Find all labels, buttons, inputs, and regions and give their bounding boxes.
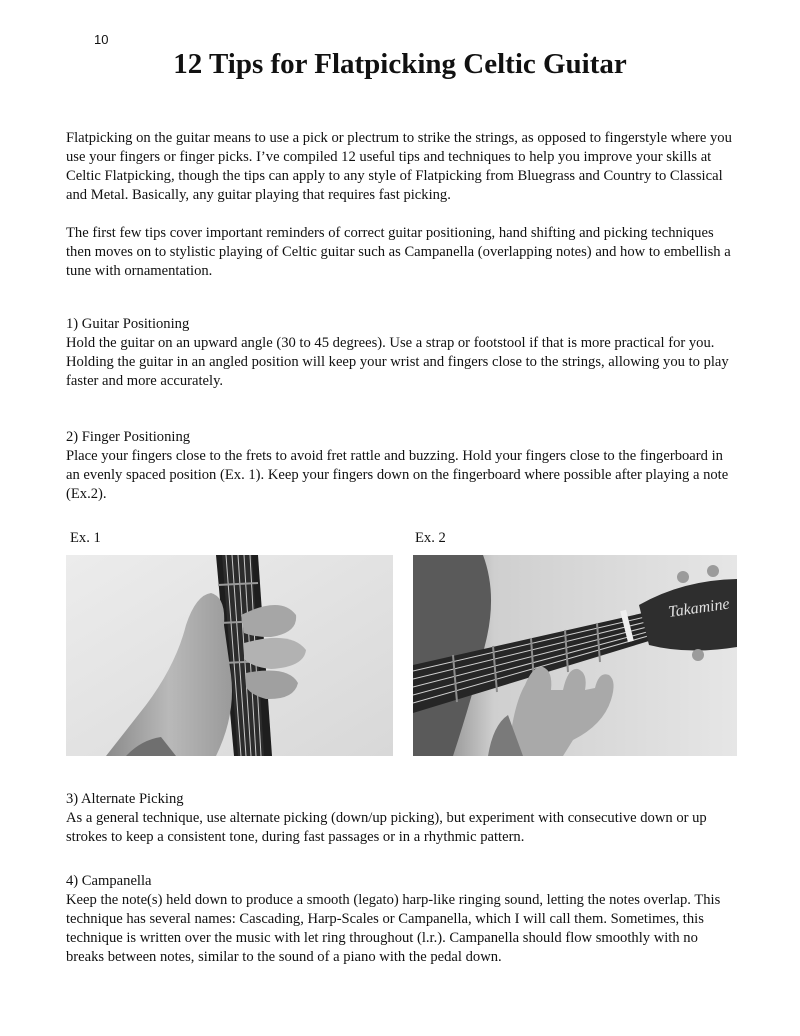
tip-4-body: Keep the note(s) held down to produce a smooth (legato) harp-like ringing sound, letting the notes overlap. This technique has several names: Cascading, Harp-Scales or Campanella, which I will call them. Sometimes, this technique is written over the music with let ring throughout (l.r.). Campanella should flow smoothly with no breaks between notes, similar to the sound of a piano with the pedal down.	[66, 892, 721, 965]
tip-1-heading: 1) Guitar Positioning	[66, 316, 190, 332]
example-2-photo	[413, 555, 737, 756]
hand-on-fretboard-illustration	[66, 555, 393, 756]
hand-on-neck-illustration	[413, 555, 737, 756]
example-2-label: Ex. 2	[415, 530, 446, 546]
example-1-label: Ex. 1	[70, 530, 101, 546]
example-1-photo	[66, 555, 393, 756]
headstock-brand-text: Takamine	[667, 595, 731, 621]
tip-1-body: Hold the guitar on an upward angle (30 to 45 degrees). Use a strap or footstool if that is more practical for you. Holding the guitar in an angled position will keep your wrist and fingers close to the strings, allowing you to play faster and more accurately.	[66, 335, 729, 389]
page-title: 12 Tips for Flatpicking Celtic Guitar	[173, 48, 627, 80]
page-number: 10	[94, 32, 109, 47]
intro-paragraph-2: The first few tips cover important reminders of correct guitar positioning, hand shifting and picking techniques then moves on to stylistic playing of Celtic guitar such as Campanella (overlapping notes) and how to embellish a tune with ornamentation.	[66, 225, 731, 279]
tip-2-heading: 2) Finger Positioning	[66, 429, 191, 445]
tip-3-heading: 3) Alternate Picking	[66, 791, 184, 807]
tip-2-body: Place your fingers close to the frets to avoid fret rattle and buzzing. Hold your fingers close to the fingerboard in an evenly spaced position (Ex. 1). Keep your fingers down on the fingerboard where possible after playing a note (Ex.2).	[66, 448, 729, 502]
intro-paragraph-1: Flatpicking on the guitar means to use a pick or plectrum to strike the strings, as opposed to fingerstyle where you use your fingers or finger picks. I’ve compiled 12 useful tips and techniques to help you improve your skills at Celtic Flatpicking, though the tips can apply to any style of Flatpicking from Bluegrass and Country to Classical and Metal. Basically, any guitar playing that requires fast picking.	[66, 130, 732, 203]
tip-3-body: As a general technique, use alternate picking (down/up picking), but experiment with consecutive down or up strokes to keep a consistent tone, during fast passages or in a rhythmic pattern.	[66, 810, 707, 845]
tip-4-heading: 4) Campanella	[66, 873, 152, 889]
